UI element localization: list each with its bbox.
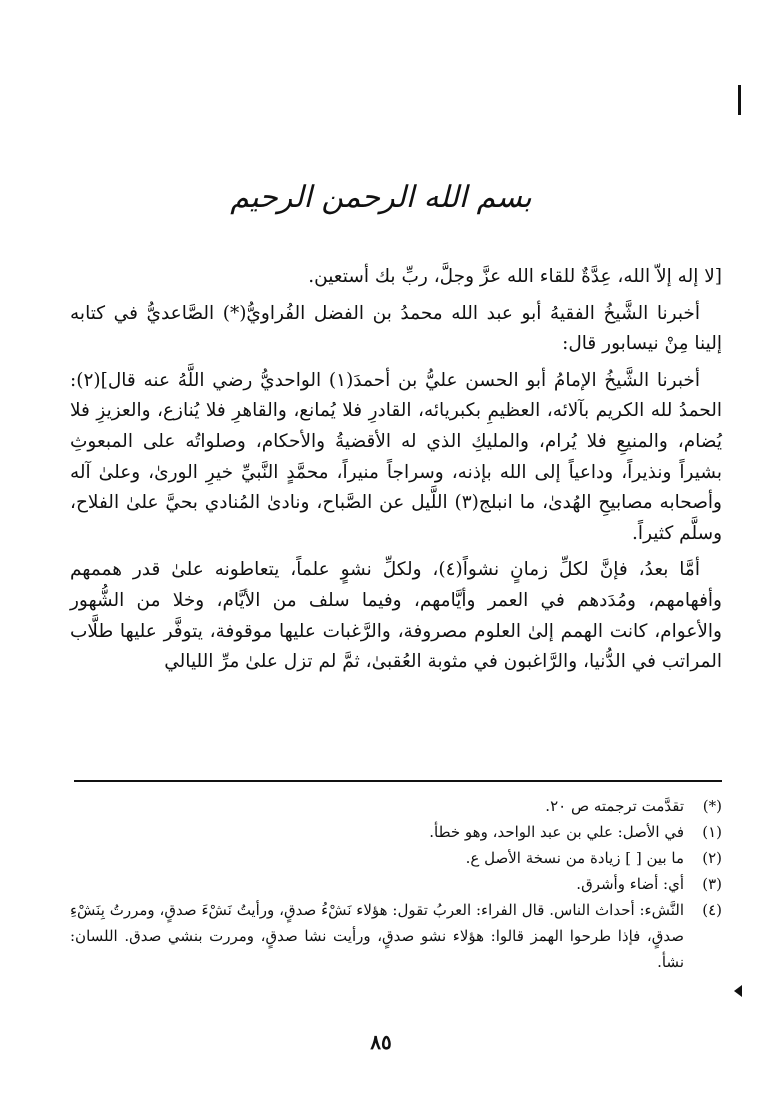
footnote-item	[70, 897, 722, 975]
paragraph-isnad: أخبرنا الشَّيخُ الفقيهُ أبو عبد الله محمدُ بن الفضل الفُراويُّ(*) الصَّاعديُّ في كتابه إلينا مِنْ نيسابور قال:	[70, 302, 722, 355]
footnote-separator	[74, 780, 722, 782]
paragraph-opening: [لا إله إلاّ الله، عِدَّةٌ للقاء الله عزَّ وجلَّ، ربِّ بك أستعين.	[308, 266, 722, 287]
paragraph-praise: أخبرنا الشَّيخُ الإمامُ أبو الحسن عليُّ بن أحمدَ(١) الواحديُّ رضي اللَّهُ عنه قال](٢): الحمدُ لله الكريم بآلائه، العظيمِ بكبريائه، القادرِ فلا يُمانع، والقاهرِ فلا يُنازع، والعزيزِ فلا يُضام، والمنيعِ فلا يُرام، والمليكِ الذي له الأقضيةُ والأحكام، وصلواتُه على المبعوثِ بشيراً ونذيراً، وداعياً إلى الله بإذنه، وسراجاً منيراً، محمَّدٍ النَّبيِّ خيرِ الورىٰ، وعلىٰ آله وأصحابه مصابيحِ الهُدىٰ، ما انبلج(٣) اللَّيل عن الصَّباح، ونادىٰ المُنادي بحيَّ علىٰ الفلاح، وسلَّم كثيراً.	[70, 369, 722, 544]
footnote-text: أي: أضاء وأشرق.	[576, 875, 684, 893]
footnote-mark: (*)	[702, 797, 722, 815]
paragraph-amma-bad: أمَّا بعدُ، فإنَّ لكلِّ زمانٍ نشواً(٤)، ولكلِّ نشوٍ علماً، يتعاطونه علىٰ قدر هممهم وأفهامهم، ومُدَدهم في العمر وأيَّامهم، وفيما سلف من الأيَّام، وخلا من الشُّهور والأعوام، كانت الهمم إلىٰ العلوم مصروفة، والرَّغبات عليها موقوفة، يتوفَّر عليها طلَّاب المراتب في الدُّنيا، والرَّاغبون في مثوبة العُقبىٰ، ثمَّ لم تزل علىٰ مرِّ الليالي	[70, 559, 722, 673]
footnote-mark: (٤)	[702, 901, 722, 919]
footnote-item	[70, 845, 722, 871]
main-text	[70, 262, 722, 684]
footnote-mark: (٣)	[702, 875, 722, 893]
scan-mark-top	[738, 85, 741, 115]
basmala-heading: بسم الله الرحمن الرحيم	[230, 180, 532, 215]
footnote-text: ما بين [ ] زيادة من نسخة الأصل ع.	[465, 849, 684, 867]
footnote-item	[70, 819, 722, 845]
footnote-item	[70, 871, 722, 897]
scan-mark-side	[734, 985, 742, 997]
footnote-text: النَّشء: أحداث الناس. قال الفراء: العربُ تقول: هؤلاء نَشْءُ صدقٍ، ورأيتُ نَشْءَ صدقٍ، ومررتُ بِنَشْءِ صدقٍ، فإذا طرحوا الهمز قالوا: هؤلاء نشو صدقٍ، ورأيت نشا صدقٍ، ومررت بنشي صدق. اللسان: نشأ.	[70, 901, 684, 971]
footnote-mark: (١)	[702, 823, 722, 841]
page-number: ٨٥	[370, 1030, 392, 1054]
footnote-text: تقدَّمت ترجمته ص ٢٠.	[545, 797, 684, 815]
footnotes	[70, 793, 722, 975]
footnote-text: في الأصل: علي بن عبد الواحد، وهو خطأ.	[429, 823, 684, 841]
footnote-mark: (٢)	[702, 849, 722, 867]
footnote-item	[70, 793, 722, 819]
